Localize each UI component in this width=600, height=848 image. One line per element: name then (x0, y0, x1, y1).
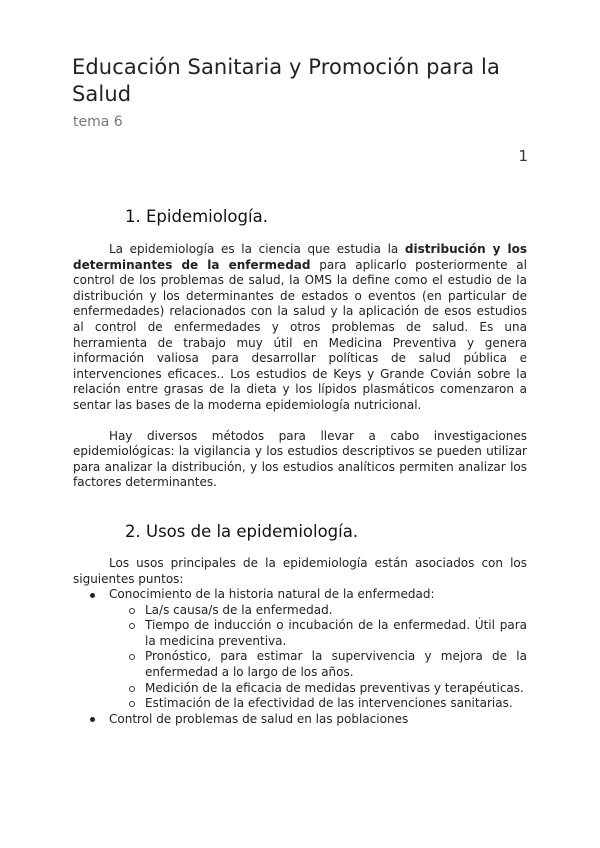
sub-list-item-text: Estimación de la efectividad de las intervenciones sanitarias. (145, 696, 513, 711)
paragraph-usos-intro: Los usos principales de la epidemiología están asociados con los siguientes puntos: (73, 555, 527, 586)
list-item-text: Control de problemas de salud en las poblaciones (109, 711, 409, 726)
page-number: 1 (518, 147, 528, 165)
paragraph-text: La epidemiología es la ciencia que estudia la (109, 242, 405, 256)
circle-bullet-icon (129, 701, 135, 707)
sub-list-item (109, 649, 527, 680)
bullet-list (73, 587, 527, 727)
circle-bullet-icon (129, 608, 135, 614)
sub-list-item (109, 696, 527, 712)
sub-list-item-text: Tiempo de inducción o incubación de la enfermedad. Útil para la medicina preventiva. (145, 618, 527, 648)
paragraph-definition (73, 242, 527, 414)
sub-list-item-text: Medición de la eficacia de medidas preventivas y terapéuticas. (145, 680, 524, 695)
bullet-icon (90, 593, 95, 598)
bold-term: distribución y los determinantes de la enfermedad (73, 242, 527, 272)
bullet-icon (90, 717, 95, 722)
circle-bullet-icon (129, 623, 135, 629)
sub-list-item-text: Pronóstico, para estimar la supervivencia y mejora de la enfermedad a lo largo de los años. (145, 649, 527, 680)
document-body (73, 206, 527, 727)
list-item (73, 587, 527, 712)
paragraph-methods: Hay diversos métodos para llevar a cabo investigaciones epidemiológicas: la vigilancia y los estudios descriptivos se pueden utilizar para analizar la distribución, y los estudios analíticos permiten analizar los factores determinantes. (73, 428, 527, 490)
sub-list-item (109, 618, 527, 649)
sub-list (109, 603, 527, 712)
paragraph-text: para aplicarlo posteriormente al control de los problemas de salud, la OMS la define como el estudio de la distribución y los determinantes de estados o eventos (en particular de enfermedades) relacionados con la salud y la aplicación de esos estudios al control de enfermedades y otros problemas de salud. Es una herramienta de trabajo muy útil en Medicina Preventiva y genera información valiosa para desarrollar políticas de salud pública e intervenciones eficaces.. Los estudios de Keys y Grande Covián sobre la relación entre grasas de la dieta y los lípidos plasmáticos comenzaron a sentar las bases de la moderna epidemiología nutricional. (73, 257, 527, 412)
circle-bullet-icon (129, 686, 135, 692)
circle-bullet-icon (129, 654, 135, 660)
document-title: Educación Sanitaria y Promoción para la Salud (72, 55, 500, 106)
sub-list-item-text: La/s causa/s de la enfermedad. (145, 602, 333, 617)
document-subtitle: tema 6 (73, 114, 123, 130)
list-item (73, 712, 527, 728)
section-heading-usos: 2. Usos de la epidemiología. (125, 521, 359, 541)
list-item-text: Conocimiento de la historia natural de la enfermedad: (109, 587, 435, 602)
sub-list-item (109, 603, 527, 619)
sub-list-item (109, 681, 527, 697)
section-heading-epidemiologia: 1. Epidemiología. (125, 207, 268, 226)
